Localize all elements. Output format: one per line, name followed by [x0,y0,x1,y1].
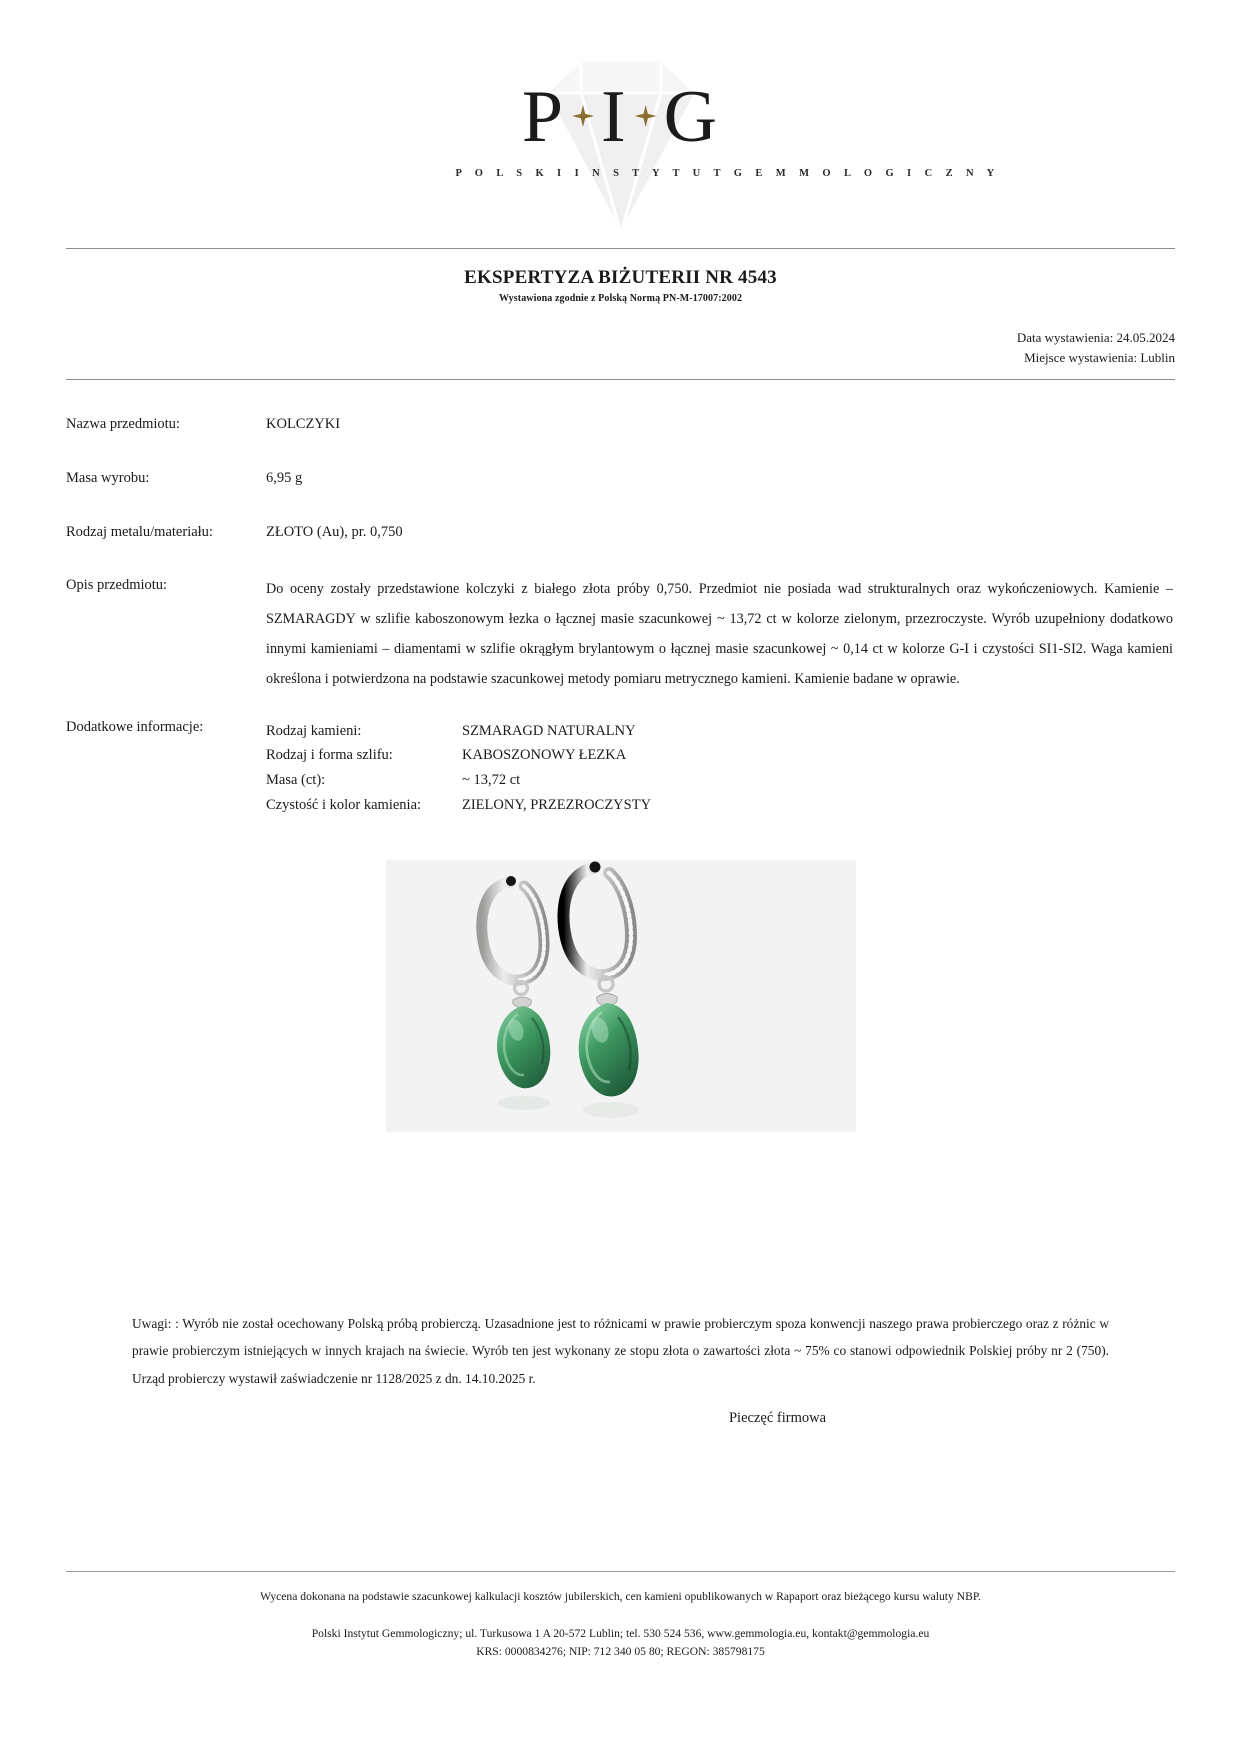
logo-institute-name: P O L S K I I N S T Y T U T G E M M O L O G I C Z N Y [455,168,1000,179]
label-additional-info: Dodatkowe informacje: [66,718,204,735]
additional-row [266,719,1175,744]
additional-key: Rodzaj kamieni: [266,722,362,739]
document-subtitle: Wystawiona zgodnie z Polską Normą PN-M-17007:2002 [498,293,743,304]
item-photo-wrap [66,860,1175,1132]
value-item-name: KOLCZYKI [266,416,341,432]
logo-letter-i: I [601,76,628,158]
label-item-metal: Rodzaj metalu/materiału: [66,523,213,540]
label-item-name: Nazwa przedmiotu: [66,416,180,432]
additional-key: Masa (ct): [266,772,326,789]
value-item-mass: 6,95 g [266,469,303,486]
issue-place: Miejsce wystawienia: Lublin [1024,349,1175,365]
issue-metadata [0,328,1175,367]
additional-value: KABOSZONOWY ŁEZKA [462,747,627,764]
earring-right-image [536,860,696,1132]
footer-valuation-note: Wycena dokonana na podstawie szacunkowej kalkulacji kosztów jubilerskich, cen kamieni opublikowanych w Rapaport oraz bieżącego kursu waluty NBP. [260,1590,981,1604]
field-row-additional [66,719,1175,819]
additional-value: ~ 13,72 ct [462,772,521,789]
label-item-description: Opis przedmiotu: [66,577,168,594]
additional-value: ZIELONY, PRZEZROCZYSTY [462,797,652,814]
fields-section [66,380,1175,1132]
company-seal-label: Pieczęć firmowa [728,1410,827,1427]
additional-info-table [266,719,1175,819]
label-item-mass: Masa wyrobu: [66,469,150,486]
notes-section [66,1310,1175,1427]
field-row-metal [66,522,1175,544]
additional-key: Czystość i kolor kamienia: [266,797,422,814]
additional-key: Rodzaj i forma szlifu: [266,747,393,764]
field-row-mass [66,468,1175,490]
additional-row [266,743,1175,768]
institute-logo [0,48,1241,248]
value-item-description: Do oceny zostały przedstawione kolczyki z białego złota próby 0,750. Przedmiot nie posiada wad strukturalnych oraz wykończeniowych. Kamienie – SZMARAGDY w szlifie kaboszonowym łezka o łącznej masie szacunkowej ~ 13,72 ct w kolorze zielonym, przezroczyste. Wyrób uzupełniony dodatkowo innymi kamieniami – diamentami w szlifie okrągłym brylantowym o łącznej masie szacunkowej ~ 0,14 ct w kolorze G-I i czystości SI1-SI2. Waga kamieni określona i potwierdzona na podstawie szacunkowej metody pomiaru metrycznego kamieni. Kamienie badane w oprawie. [266,581,1173,687]
header-divider [66,248,1175,249]
item-photograph [386,860,856,1132]
footer-company-line: Polski Instytut Gemmologiczny; ul. Turkusowa 1 A 20-572 Lublin; tel. 530 524 536, www.gemmologia.eu, kontakt@gemmologia.eu [311,1626,930,1640]
field-row-name [66,414,1175,436]
logo-lettermark [456,76,786,158]
value-item-metal: ZŁOTO (Au), pr. 0,750 [266,523,403,540]
issue-date: Data wystawienia: 24.05.2024 [1016,330,1175,345]
additional-value: SZMARAGD NATURALNY [462,722,636,739]
footer-registry-line: KRS: 0000834276; NIP: 712 340 05 80; REGON: 385798175 [476,1645,765,1659]
additional-row [266,768,1175,793]
document-title: EKSPERTYZA BIŻUTERII NR 4543 [464,267,777,288]
spark-icon-2 [635,105,657,127]
field-row-description [66,575,1175,694]
notes-text: Uwagi: : Wyrób nie został ocechowany Polską próbą probierczą. Uzasadnione jest to różnicami w prawie probierczym spoza konwencji naszego prawa probierczego oraz z różnic w prawie probierczym istniejących w innych krajach na świecie. Wyrób ten jest wykonany ze stopu złota o zawartości złota ~ 75% co stanowi odpowiednik Polskiej próby nr 2 (750). Urząd probierczy wystawił zaświadczenie nr 1128/2025 z dn. 14.10.2025 r. [132,1316,1109,1386]
page-footer [0,1571,1241,1754]
spark-icon-1 [572,105,594,127]
additional-row [266,793,1175,818]
logo-letter-p: P [521,76,566,158]
logo-letter-g: G [663,76,720,158]
footer-divider [66,1571,1175,1572]
